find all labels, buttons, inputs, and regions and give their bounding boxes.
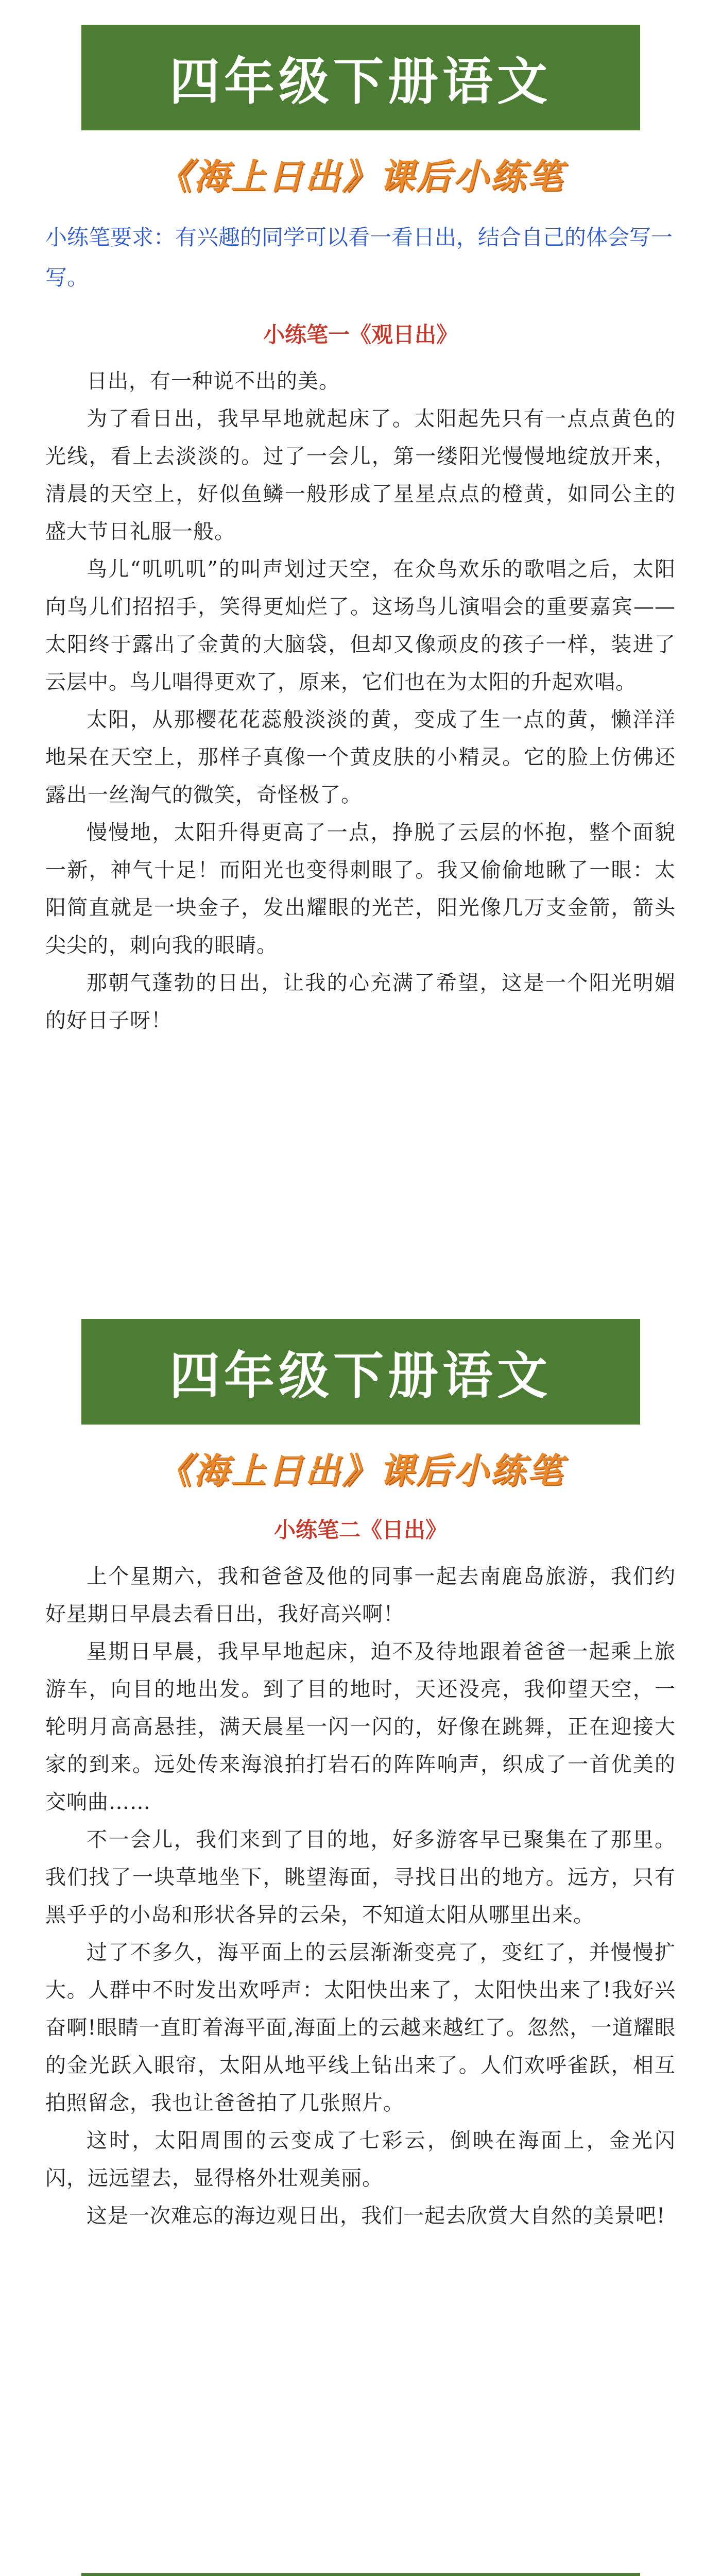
worksheet-section-2 [0, 1319, 721, 2235]
banner-title: 四年级下册语文 [169, 53, 552, 111]
essay-paragraph: 日出，有一种说不出的美。 [87, 369, 340, 393]
lesson-subtitle: 《海上日出》课后小练笔 [156, 1451, 564, 1492]
essay-paragraph: 太阳，从那樱花花蕊般淡淡的黄，变成了生一点的黄，懒洋洋地呆在天空上，那样子真像一个黄皮肤的小精灵。它的脸上仿佛还露出一丝淘气的微笑，奇怪极了。 [45, 708, 676, 807]
essay-paragraph: 鸟儿“叽叽叽”的叫声划过天空，在众鸟欢乐的歌唱之后，太阳向鸟儿们招招手，笑得更灿烂了。这场鸟儿演唱会的重要嘉宾——太阳终于露出了金黄的大脑袋，但却又像顽皮的孩子一样，装进了云层中。鸟儿唱得更欢了，原来，它们也在为太阳的升起欢唱。 [45, 557, 676, 694]
exercise-title: 小练笔二《日出》 [273, 1517, 447, 1543]
essay-paragraph: 慢慢地，太阳升得更高了一点，挣脱了云层的怀抱，整个面貌一新，神气十足！而阳光也变得刺眼了。我又偷偷地瞅了一眼：太阳简直就是一块金子，发出耀眼的光芒，阳光像几万支金箭，箭头尖尖的，刺向我的眼睛。 [45, 821, 676, 957]
essay-body [45, 363, 676, 1040]
grade-banner [81, 25, 640, 130]
exercise-requirement: 小练笔要求：有兴趣的同学可以看一看日出，结合自己的体会写一写。 [45, 225, 673, 290]
essay-paragraph: 过了不多久，海平面上的云层渐渐变亮了，变红了，并慢慢扩大。人群中不时发出欢呼声：太阳快出来了，太阳快出来了!我好兴奋啊!眼睛一直盯着海平面,海面上的云越来越红了。忽然，一道耀眼的金光跃入眼帘，太阳从地平线上钻出来了。人们欢呼雀跃，相互拍照留念，我也让爸爸拍了几张照片。 [45, 1941, 676, 2115]
essay-paragraph: 这是一次难忘的海边观日出，我们一起去欣赏大自然的美景吧! [87, 2204, 666, 2228]
essay-paragraph: 这时，太阳周围的云变成了七彩云，倒映在海面上，金光闪闪，远远望去，显得格外壮观美丽。 [45, 2129, 676, 2190]
essay-paragraph: 为了看日出，我早早地就起床了。太阳起先只有一点点黄色的光线，看上去淡淡的。过了一会儿，第一缕阳光慢慢地绽放开来，清晨的天空上，好似鱼鳞一般形成了星星点点的橙黄，如同公主的盛大节日礼服一般。 [45, 407, 676, 544]
worksheet-section-1 [0, 25, 721, 1040]
essay-body [45, 1558, 676, 2235]
lesson-subtitle: 《海上日出》课后小练笔 [156, 157, 564, 197]
essay-paragraph: 上个星期六，我和爸爸及他的同事一起去南鹿岛旅游，我们约好星期日早晨去看日出，我好高兴啊！ [45, 1565, 676, 1626]
essay-paragraph: 不一会儿，我们来到了目的地，好多游客早已聚集在了那里。我们找了一块草地坐下，眺望海面，寻找日出的地方。远方，只有黑乎乎的小岛和形状各异的云朵，不知道太阳从哪里出来。 [45, 1828, 676, 1927]
essay-paragraph: 那朝气蓬勃的日出，让我的心充满了希望，这是一个阳光明媚的好日子呀！ [45, 971, 676, 1032]
essay-paragraph: 星期日早晨，我早早地起床，迫不及待地跟着爸爸一起乘上旅游车，向目的地出发。到了目的地时，天还没亮，我仰望天空，一轮明月高高悬挂，满天晨星一闪一闪的，好像在跳舞，正在迎接大家的到来。远处传来海浪拍打岩石的阵阵响声，织成了一首优美的交响曲…… [45, 1640, 676, 1814]
grade-banner [81, 2573, 640, 2576]
grade-banner [81, 1319, 640, 1425]
worksheet-section-3 [0, 2573, 721, 2576]
banner-title: 四年级下册语文 [169, 1347, 552, 1405]
exercise-title: 小练笔一《观日出》 [263, 322, 458, 347]
